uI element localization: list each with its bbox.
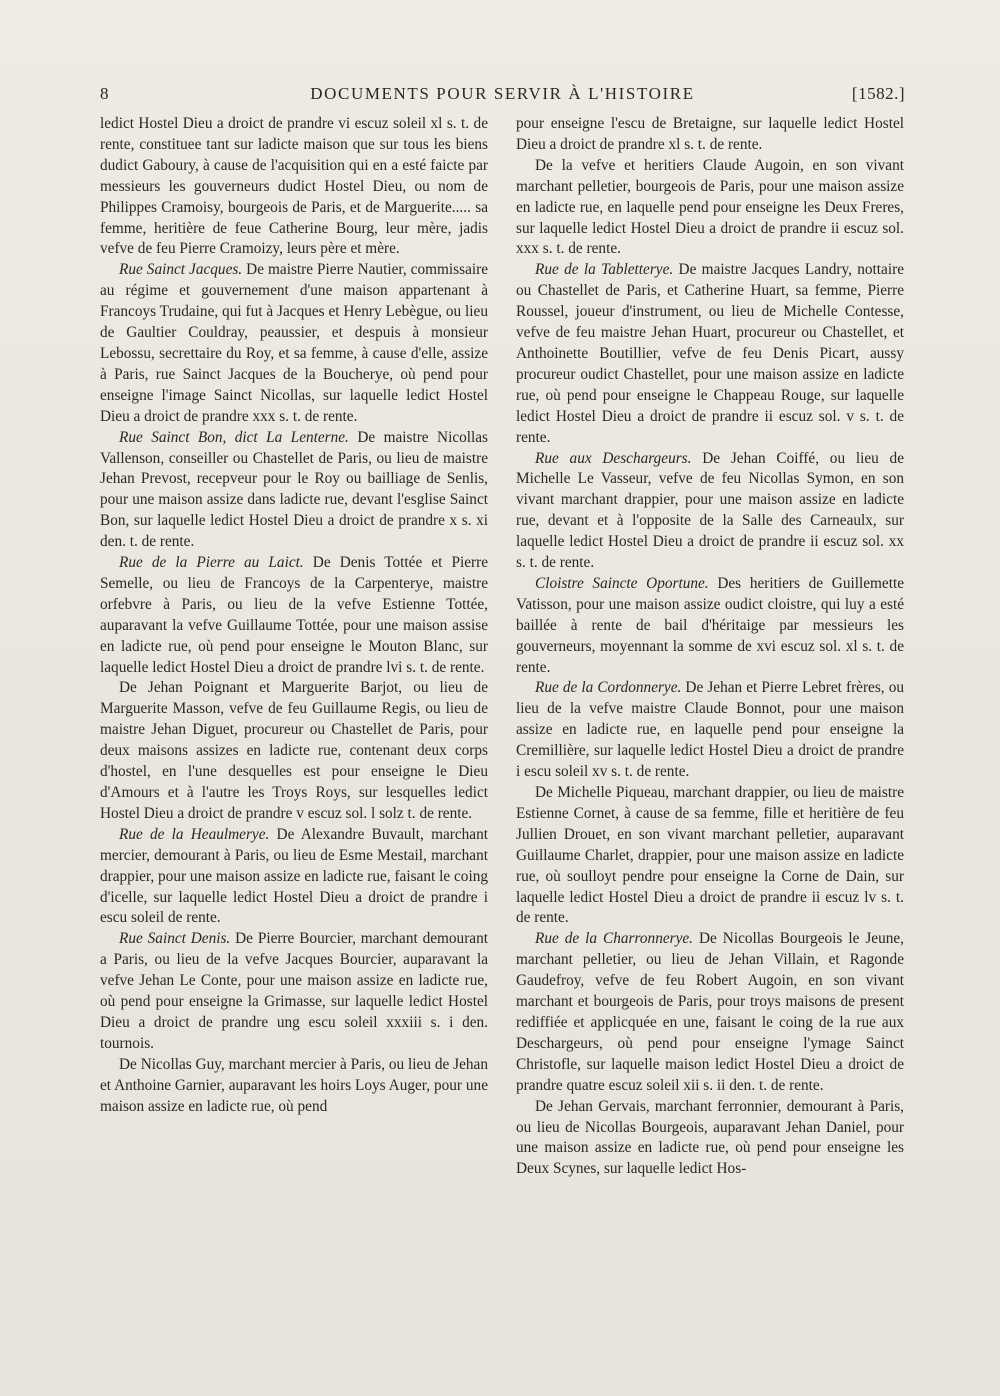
paragraph: Rue de la Cordonnerye. De Jehan et Pierre Lebret frères, ou lieu de la vefve maistre Claude Bonnot, pour une maison assize en ladicte rue, en laquelle pend pour enseigne la Cremillière, sur laquelle ledict Hostel Dieu a droict de prandre i escu soleil xv s. t. de rente.: [516, 679, 904, 781]
street-heading: Rue de la Pierre au Laict.: [119, 554, 304, 572]
street-heading: Cloistre Saincte Oportune.: [535, 574, 709, 592]
paragraph: Cloistre Saincte Oportune. Des heritiers de Guillemette Vatisson, pour une maison assize oudict cloistre, qui luy a esté baillée à rente de bail d'héritaige par messieurs les gouverneurs, moyennant la somme de xvi escuz sol. xl s. t. de rente.: [516, 574, 905, 676]
street-heading: Rue aux Deschargeurs.: [535, 449, 692, 467]
paragraph: De Jehan Poignant et Marguerite Barjot, ou lieu de Marguerite Masson, vefve de feu Guillaume Regis, ou lieu de maistre Jehan Diguet, procureur ou Chastellet de Paris, pour deux maisons assizes en ladicte rue, contenant deux corps d'hostel, en l'une desquelles est pour enseigne le Dieu d'Amours et à l'autre les Troys Roys, sur lesquelles ledict Hostel Dieu a droict de prandre v escuz sol. l solz t. de rente.: [100, 679, 488, 822]
year-marker: [1582.]: [851, 84, 905, 103]
paragraph: Rue de la Charronnerye. De Nicollas Bourgeois le Jeune, marchant pelletier, ou lieu de Jehan Villain, et Ragonde Gaudefroy, vefve de feu Robert Augoin, en son vivant marchant et bourgeois de Paris, pour troys maisons de present rediffiée et applicquée en une, faisant le coing de la rue aux Deschargeurs, où pend pour enseigne l'ymage Sainct Christofle, sur laquelle maison ledict Hostel Dieu a droict de prandre quatre escuz soleil xii s. ii den. t. de rente.: [516, 930, 904, 1094]
street-heading: Rue Sainct Jacques.: [119, 261, 243, 279]
paragraph: De Jehan Gervais, marchant ferronnier, demourant à Paris, ou lieu de Nicollas Bourgeois, auparavant Jehan Daniel, pour une maison assize en ladicte rue, où pend pour enseigne les Deux Scynes, sur laquelle ledict Hos-: [516, 1097, 904, 1178]
right-column: [516, 114, 904, 1180]
paragraph: De Nicollas Guy, marchant mercier à Paris, ou lieu de Jehan et Anthoine Garnier, auparavant les hoirs Loys Auger, pour une maison assize en ladicte rue, où pend: [100, 1055, 488, 1115]
street-heading: Rue de la Charronnerye.: [535, 930, 693, 948]
paragraph: Rue Sainct Denis. De Pierre Bourcier, marchant demourant a Paris, ou lieu de la vefve Jacques Bourcier, auparavant la vefve Jehan Le Conte, pour une maison assize en ladicte rue, où pend pour enseigne la Grimasse, sur laquelle ledict Hostel Dieu a droict de prandre ung escu soleil xxxiii s. i den. tournois.: [100, 930, 488, 1052]
running-title: DOCUMENTS POUR SERVIR À L'HISTOIRE: [310, 84, 695, 103]
street-heading: Rue de la Tabletterye.: [535, 261, 674, 279]
paragraph: Rue de la Tabletterye. De maistre Jacques Landry, nottaire ou Chastellet de Paris, et Catherine Huart, sa femme, Pierre Roussel, joueur d'instrument, ou lieu de Michelle Contesse, vefve de feu maistre Jehan Huart, procureur ou Chastellet, et Anthoinette Boutillier, vefve de feu Denis Picart, aussy procureur oudict Chastellet, pour une maison assize en ladicte rue, où pend pour enseigne le Chappeau Rouge, sur laquelle ledict Hostel Dieu a droict de prandre ii escuz sol. v s. t. de rente.: [516, 261, 904, 446]
paragraph: Rue de la Pierre au Laict. De Denis Tottée et Pierre Semelle, ou lieu de Francoys de la Carpenterye, maistre orfebvre à Paris, ou lieu de la vefve Estienne Tottée, auparavant la vefve Guillaume Tottée, pour une maison assise en ladicte rue, où pend pour enseigne le Mouton Blanc, sur laquelle ledict Hostel Dieu a droict de prandre lvi s. t. de rente.: [100, 554, 488, 676]
paragraph: Rue Sainct Jacques. De maistre Pierre Nautier, commissaire au régime et gouvernement d'une maison appartenant à Francoys Trudaine, qui fut à Jacques et Henry Lebègue, ou lieu de Gaultier Couldray, peaussier, et despuis à monsieur Lebossu, secrettaire du Roy, et sa femme, à cause d'elle, assize à Paris, rue Sainct Jacques de la Boucherye, où pend pour enseigne l'image Sainct Nicollas, sur laquelle ledict Hostel Dieu a droict de prandre xxx s. t. de rente.: [100, 261, 488, 425]
paragraph: Rue Sainct Bon, dict La Lenterne. De maistre Nicollas Vallenson, conseiller ou Chastellet de Paris, ou lieu de maistre Jehan Prevost, recepveur pour le Roy ou bailliage de Senlis, pour une maison assize dans ladicte rue, devant l'esglise Sainct Bon, sur laquelle ledict Hostel Dieu a droict de prandre x s. xi den. t. de rente.: [100, 428, 488, 551]
street-heading: Rue Sainct Denis.: [119, 930, 231, 948]
paragraph: De Michelle Piqueau, marchant drappier, ou lieu de maistre Estienne Cornet, à cause de sa femme, fille et heritière de feu Jullien Drouet, en son vivant marchant pelletier, auparavant Guillaume Charlet, drappier, pour une maison assize en ladicte rue, où soulloyt pendre pour enseigne la Corne de Dain, sur laquelle ledict Hostel Dieu a droict de prandre ii escuz lv s. t. de rente.: [516, 784, 904, 927]
page-number: 8: [100, 84, 111, 103]
paragraph: Rue aux Deschargeurs. De Jehan Coiffé, ou lieu de Michelle Le Vasseur, vefve de feu Nicollas Symon, en son vivant marchant drappier, pour une maison assize en ladicte rue, devant et à l'opposite de la Salle des Carneaulx, sur laquelle ledict Hostel Dieu a droict de prandre ii escuz sol. xx s. t. de rente.: [516, 449, 904, 572]
street-heading: Rue de la Heaulmerye.: [119, 825, 270, 843]
paragraph: De la vefve et heritiers Claude Augoin, en son vivant marchant pelletier, bourgeois de Paris, pour une maison assize en ladicte rue, en laquelle pend pour enseigne les Deux Freres, sur laquelle ledict Hostel Dieu a droict de prandre ii escuz sol. xxx s. t. de rente.: [516, 156, 904, 258]
street-heading: Rue Sainct Bon, dict La Lenterne.: [119, 428, 349, 446]
left-column: [100, 114, 488, 1118]
running-header: [100, 84, 905, 110]
paragraph: pour enseigne l'escu de Bretaigne, sur laquelle ledict Hostel Dieu a droict de prandre xl s. t. de rente.: [516, 115, 904, 153]
street-heading: Rue de la Cordonnerye.: [535, 679, 682, 697]
paragraph: ledict Hostel Dieu a droict de prandre vi escuz soleil xl s. t. de rente, constituee tant sur ladicte maison que sur tous les biens dudict Gaboury, à cause de l'acquisition qui en a esté faicte par messieurs les gouverneurs dudict Hostel Dieu, ou nom de Philippes Cramoisy, bourgeois de Paris, et de Marguerite..... sa femme, heritière de feue Catherine Bourg, leur mère, jadis vefve de feu Pierre Cramoizy, leurs père et mère.: [100, 115, 488, 258]
paragraph: Rue de la Heaulmerye. De Alexandre Buvault, marchant mercier, demourant à Paris, ou lieu de Esme Mestail, marchant drappier, pour une maison assize en ladicte rue, faisant le coing d'icelle, sur laquelle ledict Hostel Dieu a droict de prandre i escu soleil de rente.: [100, 825, 488, 927]
